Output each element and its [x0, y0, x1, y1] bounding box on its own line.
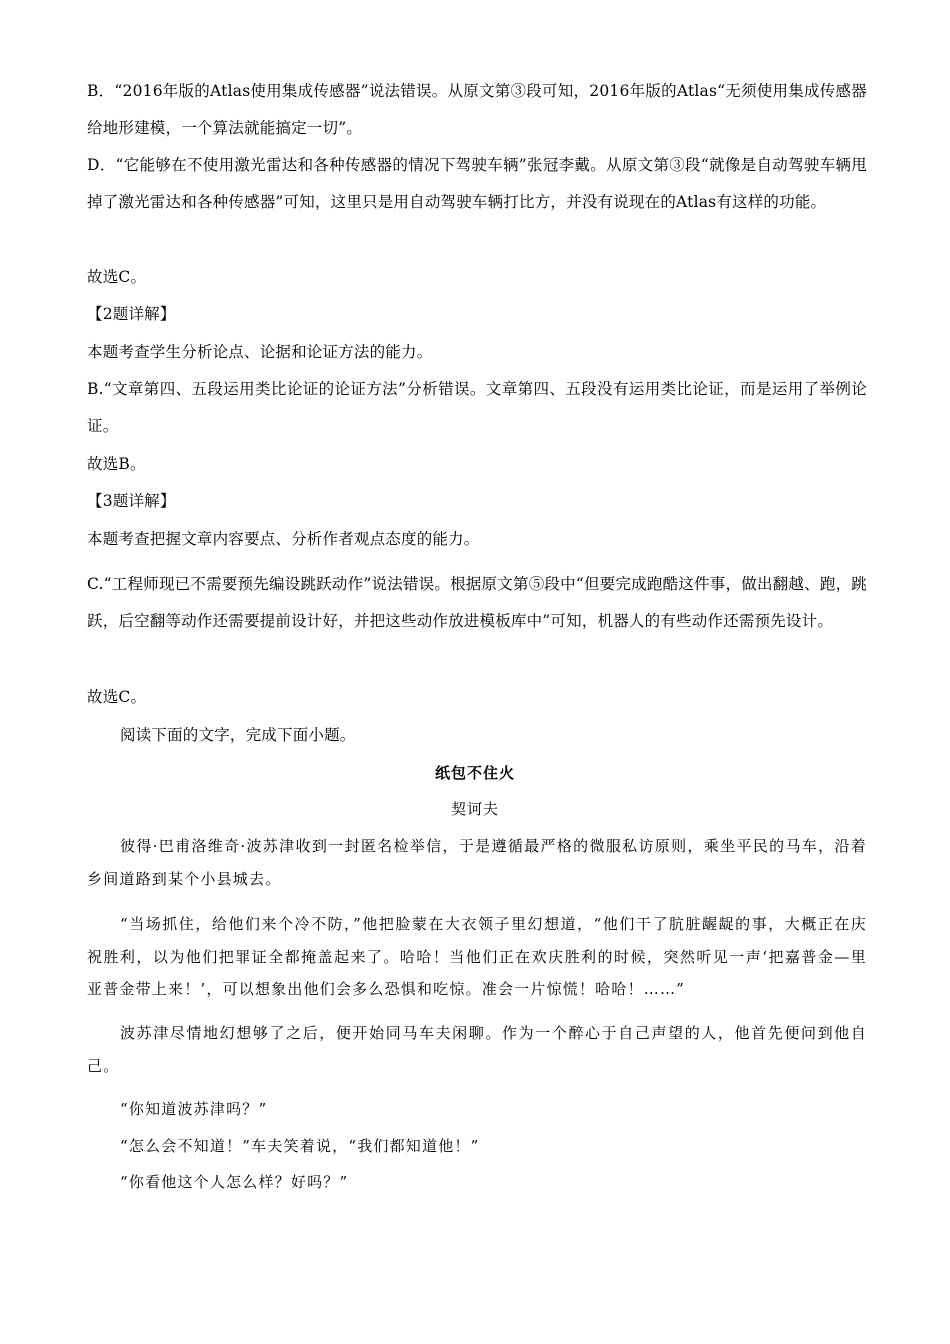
- story-author: 契诃夫: [450, 800, 499, 818]
- q1-option-b-analysis: B．“2016年版的Atlas使用集成传感器”说法错误。从原文第③段可知，2016年版的Atlas“无须使用集成传感器给地形建模，一个算法就能搞定一切”。: [87, 82, 867, 137]
- q2-answer: 故选B。: [87, 455, 146, 473]
- q2-option-b-analysis: B.“文章第四、五段运用类比论证的论证方法”分析错误。文章第四、五段没有运用类比论证，而是运用了举例论证。: [87, 380, 867, 435]
- story-paragraph: “你看他这个人怎么样？好吗？”: [120, 1173, 349, 1191]
- story-paragraph: “你知道波苏津吗？”: [120, 1100, 268, 1118]
- q3-heading: 【3题详解】: [87, 492, 176, 510]
- q1-option-d-analysis: D．“它能够在不使用激光雷达和各种传感器的情况下驾驶车辆”张冠李戴。从原文第③段“就像是自动驾驶车辆甩掉了激光雷达和各种传感器”可知，这里只是用自动驾驶车辆打比方，并没有说现在的Atlas有这样的功能。: [87, 156, 867, 211]
- q2-intro: 本题考查学生分析论点、论据和论证方法的能力。: [87, 343, 433, 361]
- q2-heading: 【2题详解】: [87, 305, 176, 323]
- story-paragraph: 彼得·巴甫洛维奇·波苏津收到一封匿名检举信，于是遵循最严格的微服私访原则，乘坐平民的马车，沿着乡间道路到某个小县城去。: [87, 837, 867, 888]
- story-paragraph: 波苏津尽情地幻想够了之后，便开始同马车夫闲聊。作为一个醉心于自己声望的人，他首先便问到他自己。: [87, 1024, 867, 1075]
- reading-instruction: 阅读下面的文字，完成下面小题。: [120, 726, 356, 744]
- story-title: 纸包不住火: [434, 764, 515, 782]
- q3-option-c-analysis: C.“工程师现已不需要预先编设跳跃动作”说法错误。根据原文第⑤段中“但要完成跑酷这件事，做出翻越、跑，跳跃，后空翻等动作还需要提前设计好，并把这些动作放进模板库中”可知，机器人的有些动作还需预先设计。: [87, 575, 867, 630]
- q1-answer: 故选C。: [87, 268, 147, 286]
- story-paragraph: “怎么会不知道！”车夫笑着说，“我们都知道他！”: [120, 1137, 480, 1155]
- q3-answer: 故选C。: [87, 688, 147, 706]
- q3-intro: 本题考查把握文章内容要点、分析作者观点态度的能力。: [87, 530, 480, 548]
- story-paragraph: “当场抓住，给他们来个冷不防，”他把脸蒙在大衣领子里幻想道，“他们干了肮脏龌龊的事，大概正在庆祝胜利，以为他们把罪证全都掩盖起来了。哈哈！当他们正在欢庆胜利的时候，突然听见一声‘把嘉普金—里亚普金带上来！’，可以想象出他们会多么恐惧和吃惊。准会一片惊慌！哈哈！……”: [87, 915, 867, 998]
